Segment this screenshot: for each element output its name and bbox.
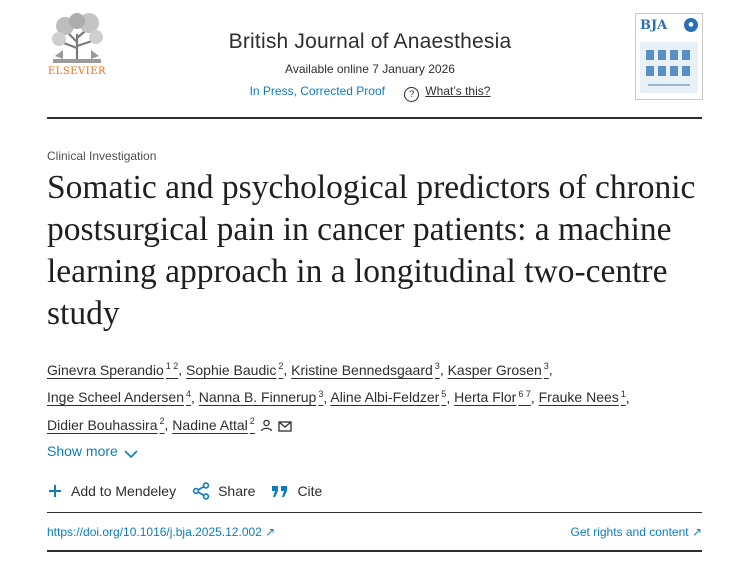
author-name: Ginevra Sperandio xyxy=(47,361,164,378)
in-press-link[interactable]: In Press, Corrected Proof xyxy=(249,84,385,98)
share-button[interactable] xyxy=(192,482,255,500)
cover-art-block xyxy=(670,50,678,60)
author-name: Aline Albi-Feldzer xyxy=(330,389,440,406)
article-type: Clinical Investigation xyxy=(47,149,157,163)
cover-artwork xyxy=(640,42,698,93)
author-name: Kristine Bennedsgaard xyxy=(291,361,433,378)
author-name: Frauke Nees xyxy=(538,389,619,406)
author-link[interactable] xyxy=(199,389,324,405)
cover-art-block xyxy=(658,66,666,76)
whats-this-button[interactable] xyxy=(404,84,490,98)
article-actions xyxy=(47,482,322,500)
cover-art-block xyxy=(658,50,666,60)
share-icon xyxy=(192,482,210,500)
available-online-date: Available online 7 January 2026 xyxy=(285,62,455,76)
cover-abbreviation: BJA xyxy=(640,18,668,33)
header-divider xyxy=(47,117,702,119)
author-name: Inge Scheel Andersen xyxy=(47,389,184,406)
author-link[interactable] xyxy=(539,389,626,405)
author-link-corresponding[interactable] xyxy=(172,417,292,433)
show-more-label: Show more xyxy=(47,443,118,459)
cover-art-block xyxy=(670,66,678,76)
cover-header xyxy=(636,14,702,42)
cover-badge-icon: ● xyxy=(684,18,698,32)
cover-art-line xyxy=(648,84,690,86)
author-link[interactable] xyxy=(47,417,165,433)
cover-art-block xyxy=(682,50,690,60)
author-list: Ginevra Sperandio $^{1 2}$, Sophie Baudic $^2$, Kristine Bennedsgaard $^3$, Kasper Grosen $^3$, Inge Scheel Andersen $^4$, Nanna B. Finnerup $^3$, Aline Albi-Feldzer $^5$, Herta Flor $^{6 7}$, Frauke Nees $^1$, Didier Bouhassira $^2$, Nadine Attal $^2$ xyxy=(47,361,630,433)
question-icon: ? xyxy=(404,87,419,102)
journal-cover-thumbnail[interactable] xyxy=(635,13,703,100)
author-affiliation: 5 xyxy=(441,388,447,399)
cover-art-block xyxy=(682,66,690,76)
article-status-row xyxy=(150,84,590,102)
author-affiliation: 2 xyxy=(249,416,255,427)
person-icon xyxy=(260,419,273,432)
cover-art-block xyxy=(646,66,654,76)
author-link[interactable] xyxy=(186,362,283,378)
author-link[interactable] xyxy=(47,362,178,378)
author-affiliation: 3 xyxy=(543,361,549,371)
add-to-mendeley-button[interactable] xyxy=(47,483,176,499)
author-name: Herta Flor xyxy=(454,389,517,406)
rights-and-content-link[interactable]: Get rights and content ↗ xyxy=(570,525,702,539)
author-affiliation: 3 xyxy=(318,388,324,399)
author-link[interactable] xyxy=(330,389,446,405)
author-affiliation: 6 7 xyxy=(518,388,531,399)
show-more-button[interactable] xyxy=(47,443,138,459)
cite-button[interactable] xyxy=(271,483,322,499)
author-link[interactable] xyxy=(291,362,440,378)
author-affiliation: 1 xyxy=(620,388,626,399)
whats-this-label: What’s this? xyxy=(425,84,491,98)
author-name: Didier Bouhassira xyxy=(47,416,158,433)
cite-label: Cite xyxy=(297,483,323,499)
author-affiliation: 1 2 xyxy=(165,361,179,371)
actions-divider xyxy=(47,512,702,513)
doi-link[interactable]: https://doi.org/10.1016/j.bja.2025.12.002 ↗ xyxy=(47,525,276,539)
author-affiliation: 2 xyxy=(159,416,165,427)
author-link[interactable] xyxy=(448,362,549,378)
chevron-down-icon xyxy=(124,449,138,459)
email-icon xyxy=(278,421,292,432)
quote-icon xyxy=(271,484,289,498)
footer-divider xyxy=(47,550,702,552)
author-affiliation: 3 xyxy=(434,361,440,371)
author-name: Nadine Attal xyxy=(172,416,248,433)
mendeley-label: Add to Mendeley xyxy=(71,483,177,499)
author-name: Kasper Grosen xyxy=(447,361,542,378)
article-title: Somatic and psychological predictors of chronic postsurgical pain in cancer patients: a machine learning approach in a longitudinal two-centre study xyxy=(47,169,696,332)
author-name: Nanna B. Finnerup xyxy=(198,389,317,406)
elsevier-tree-icon xyxy=(47,12,107,66)
journal-title[interactable]: British Journal of Anaesthesia xyxy=(228,30,512,53)
author-affiliation: 4 xyxy=(186,388,192,399)
publisher-name: ELSEVIER xyxy=(47,66,107,77)
author-affiliation: 2 xyxy=(278,361,284,371)
author-link[interactable] xyxy=(454,389,531,405)
share-label: Share xyxy=(218,483,256,499)
author-link[interactable] xyxy=(47,389,191,405)
cover-art-block xyxy=(646,50,654,60)
plus-icon xyxy=(47,483,63,499)
author-name: Sophie Baudic xyxy=(186,361,277,378)
